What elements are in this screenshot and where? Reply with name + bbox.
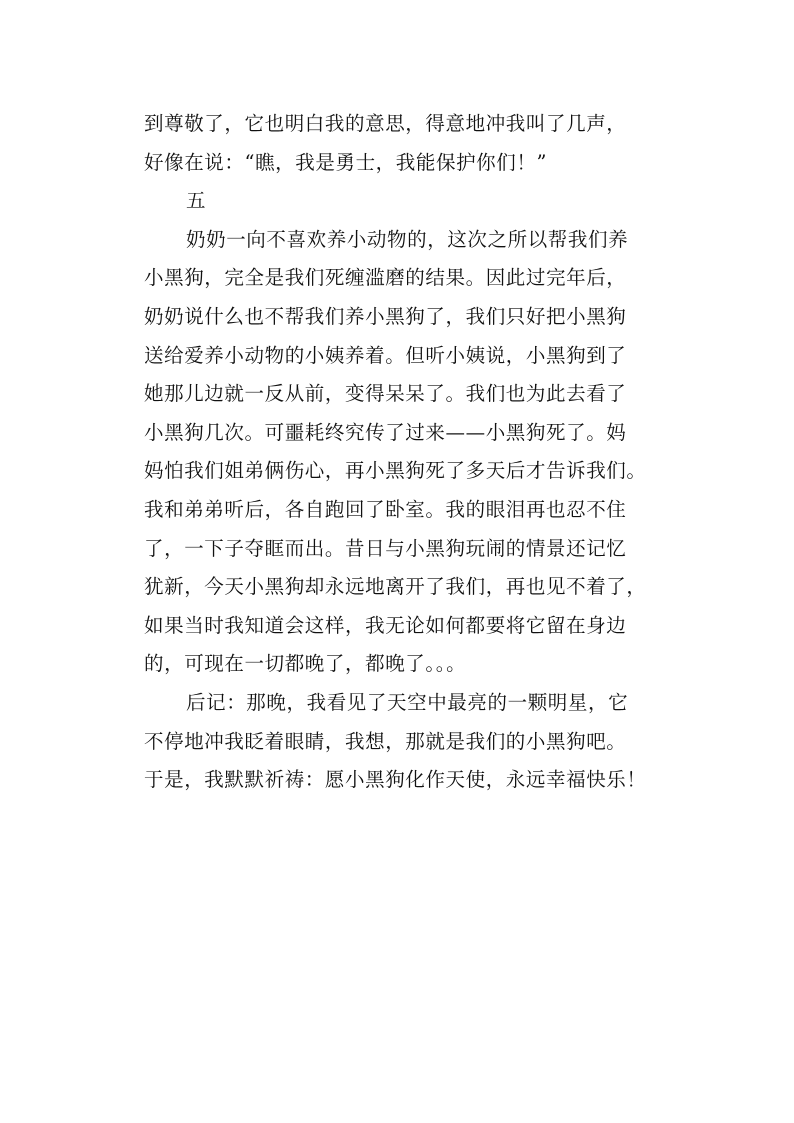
text-line: 送给爱养小动物的小姨养着。但听小姨说，小黑狗到了 [144, 343, 627, 367]
text-line: 犹新，今天小黑狗却永远地离开了我们，再也见不着了， [144, 575, 647, 599]
text-line: 后记：那晚，我看见了天空中最亮的一颗明星，它 [186, 690, 629, 714]
text-line: 她那儿边就一反从前，变得呆呆了。我们也为此去看了 [144, 382, 627, 406]
text-line: 妈怕我们姐弟俩伤心，再小黑狗死了多天后才告诉我们。 [144, 459, 647, 483]
essay-text [144, 105, 674, 800]
text-line: 于是，我默默祈祷：愿小黑狗化作天使，永远幸福快乐！ [144, 768, 647, 792]
text-line: 不停地冲我眨着眼睛，我想，那就是我们的小黑狗吧。 [144, 729, 627, 753]
text-line: 奶奶说什么也不帮我们养小黑狗了，我们只好把小黑狗 [144, 304, 627, 328]
text-line: 我和弟弟听后，各自跑回了卧室。我的眼泪再也忍不住 [144, 497, 627, 521]
text-line: 好像在说：“瞧，我是勇士，我能保护你们！” [144, 150, 548, 174]
text-line: 了，一下子夺眶而出。昔日与小黑狗玩闹的情景还记忆 [144, 536, 627, 560]
text-line: 小黑狗，完全是我们死缠滥磨的结果。因此过完年后， [144, 266, 627, 290]
text-line: 的，可现在一切都晚了，都晚了。。。 [144, 652, 467, 676]
text-line: 如果当时我知道会这样，我无论如何都要将它留在身边 [144, 613, 627, 637]
text-line: 小黑狗几次。可噩耗终究传了过来——小黑狗死了。妈 [144, 420, 627, 444]
text-line: 到尊敬了，它也明白我的意思，得意地冲我叫了几声， [144, 112, 627, 135]
text-line: 奶奶一向不喜欢养小动物的，这次之所以帮我们养 [186, 227, 629, 251]
section-heading: 五 [186, 189, 207, 213]
